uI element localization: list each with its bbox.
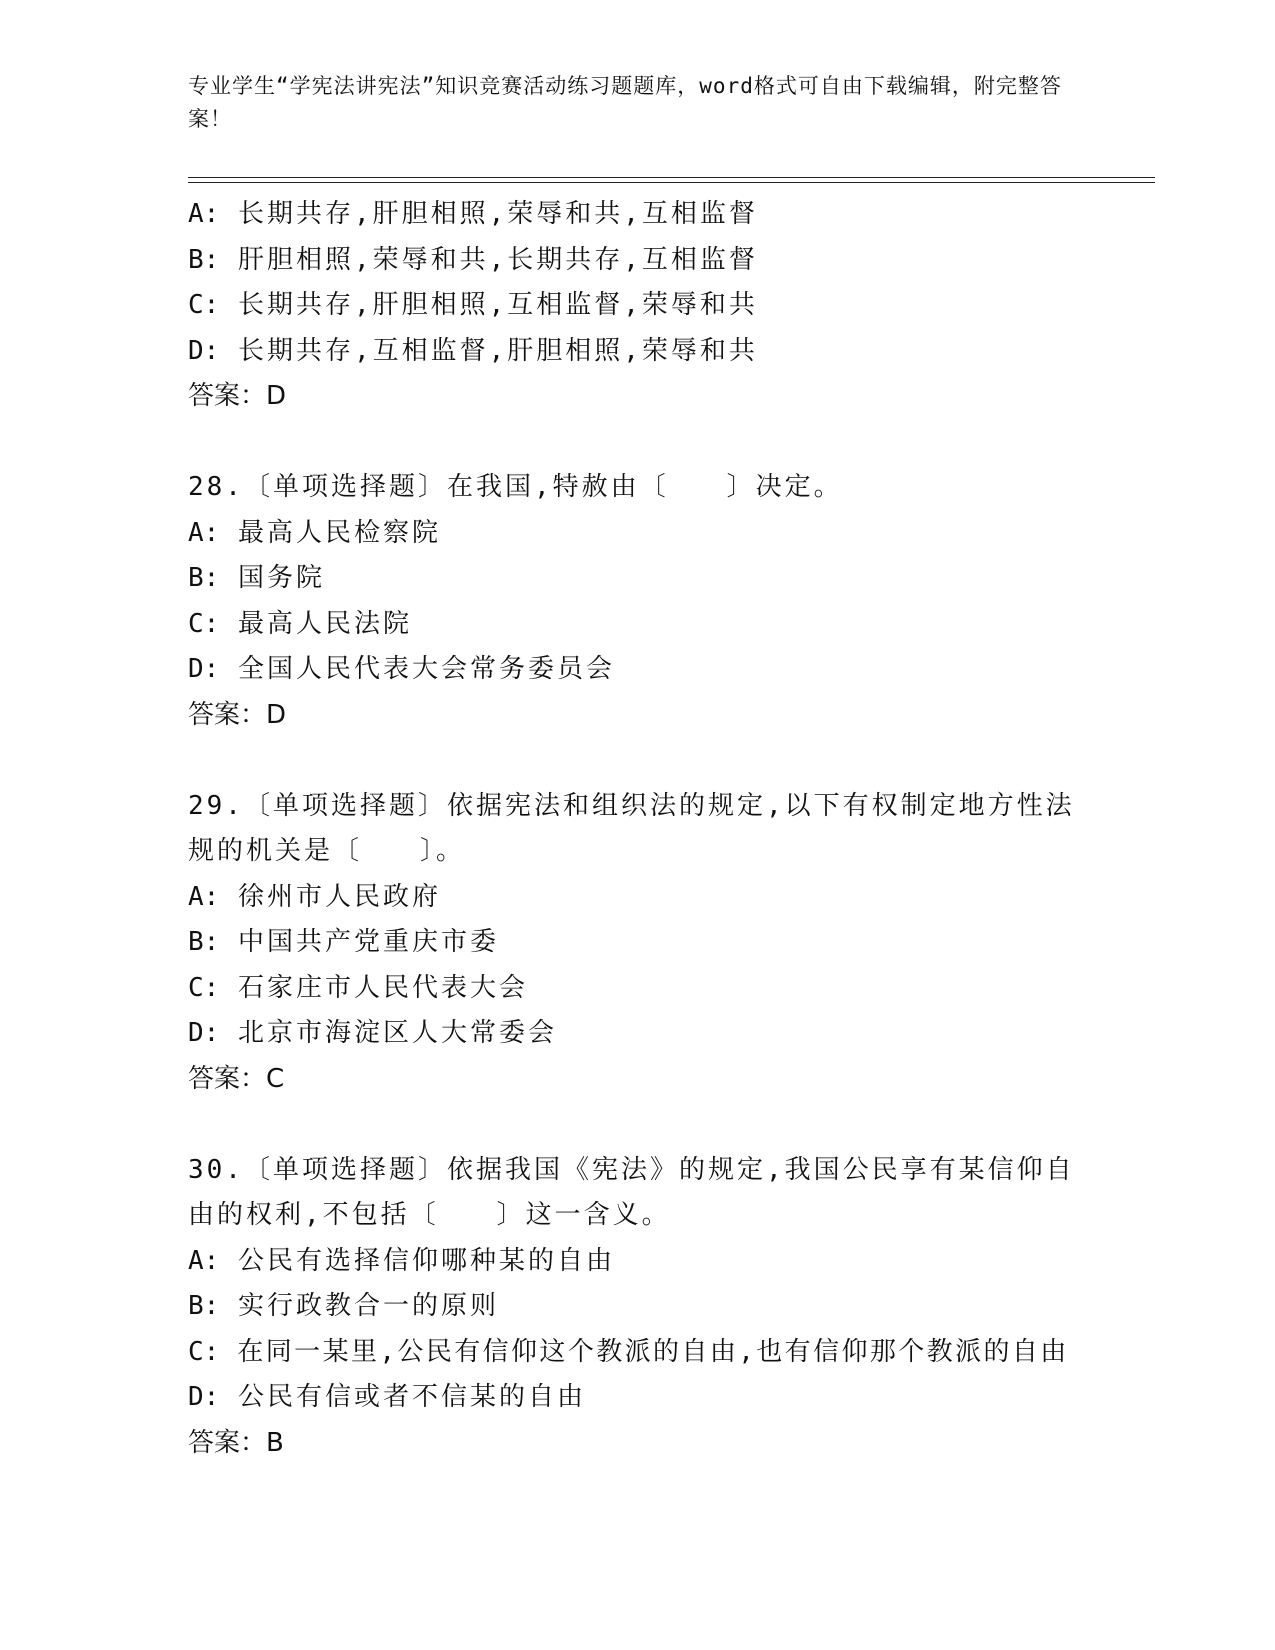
option-d: D: 公民有信或者不信某的自由 bbox=[188, 1382, 586, 1412]
option-b: B: 国务院 bbox=[188, 563, 325, 593]
question-stem-continued: 由的权利,不包括〔 〕这一含义。 bbox=[188, 1200, 671, 1230]
option-d: D: 长期共存,互相监督,肝胆相照,荣辱和共 bbox=[188, 335, 758, 366]
question-30 bbox=[188, 1148, 1088, 1467]
answer-line: 答案：D bbox=[188, 699, 287, 730]
option-b: B: 实行政教合一的原则 bbox=[188, 1291, 499, 1321]
option-c: C: 在同一某里,公民有信仰这个教派的自由,也有信仰那个教派的自由 bbox=[188, 1336, 1069, 1367]
option-d: D: 北京市海淀区人大常委会 bbox=[188, 1018, 557, 1048]
header-divider-top bbox=[188, 177, 1155, 178]
partial-question bbox=[188, 192, 1088, 420]
question-stem: 28.〔单项选择题〕在我国,特赦由〔 〕决定。 bbox=[188, 472, 843, 502]
option-a: A: 长期共存,肝胆相照,荣辱和共,互相监督 bbox=[188, 199, 758, 229]
question-stem-continued: 规的机关是〔 〕。 bbox=[188, 836, 466, 866]
option-a: A: 公民有选择信仰哪种某的自由 bbox=[188, 1245, 615, 1276]
document-header: 专业学生“学宪法讲宪法”知识竞赛活动练习题题库，word格式可自由下载编辑，附完整答案！ bbox=[188, 74, 1062, 131]
answer-line: 答案：B bbox=[188, 1427, 284, 1458]
question-29 bbox=[188, 784, 1088, 1103]
option-a: A: 徐州市人民政府 bbox=[188, 881, 441, 912]
option-c: C: 长期共存,肝胆相照,互相监督,荣辱和共 bbox=[188, 290, 758, 320]
option-b: B: 中国共产党重庆市委 bbox=[188, 927, 499, 957]
option-c: C: 石家庄市人民代表大会 bbox=[188, 972, 528, 1003]
answer-line: 答案：D bbox=[188, 381, 287, 411]
question-stem: 30.〔单项选择题〕依据我国《宪法》的规定,我国公民享有某信仰自 bbox=[188, 1154, 1075, 1185]
option-b: B: 肝胆相照,荣辱和共,长期共存,互相监督 bbox=[188, 244, 758, 275]
question-list bbox=[188, 192, 1088, 1466]
option-c: C: 最高人民法院 bbox=[188, 608, 412, 639]
answer-line: 答案：C bbox=[188, 1063, 285, 1094]
option-d: D: 全国人民代表大会常务委员会 bbox=[188, 654, 615, 684]
question-stem: 29.〔单项选择题〕依据宪法和组织法的规定,以下有权制定地方性法 bbox=[188, 790, 1075, 821]
option-a: A: 最高人民检察院 bbox=[188, 517, 441, 548]
header-divider-bottom bbox=[188, 182, 1155, 183]
question-28 bbox=[188, 465, 1088, 738]
